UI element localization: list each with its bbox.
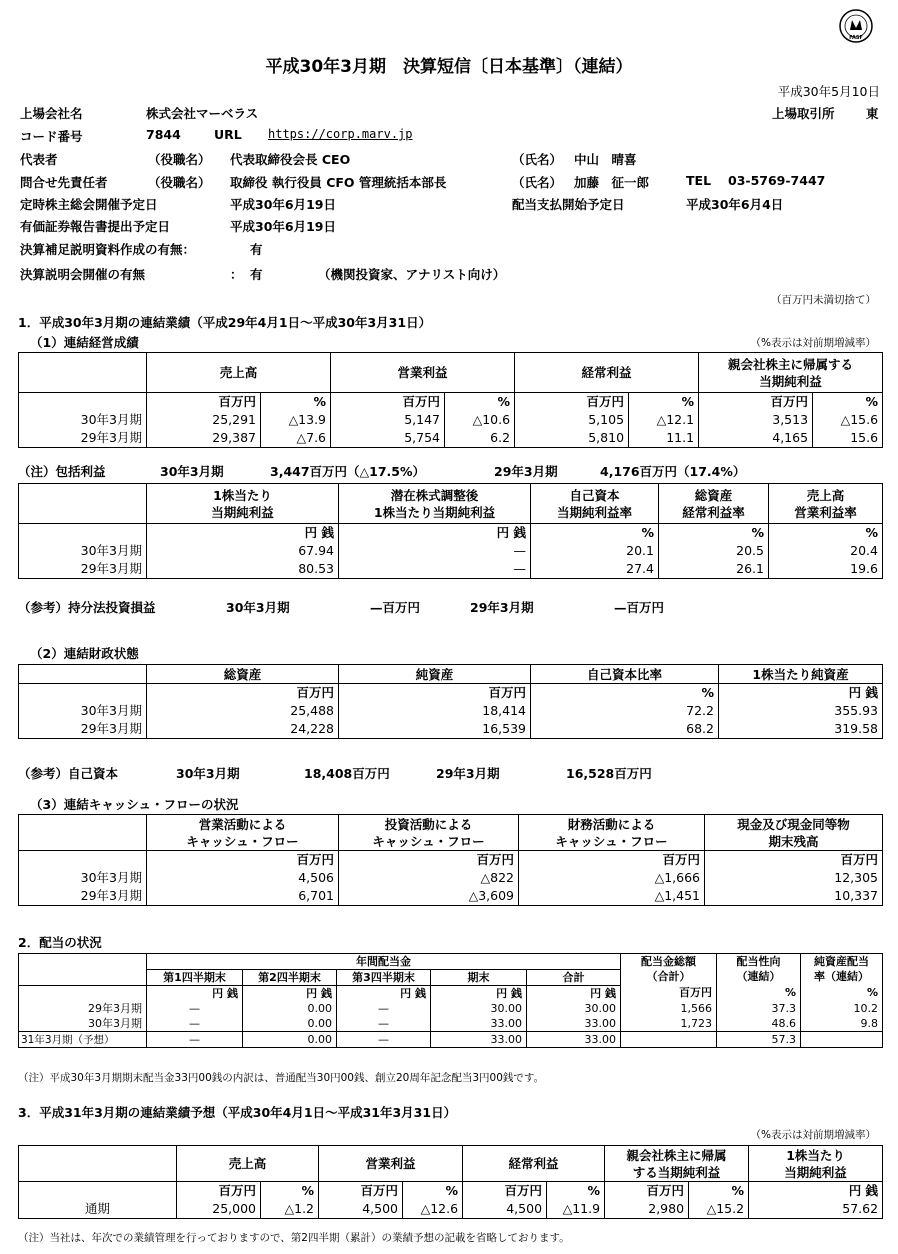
unit-cell: %: [403, 1182, 463, 1201]
value-cell: 80.53: [147, 560, 339, 579]
header-roa-l2: 経常利益率: [682, 504, 745, 520]
header-operating-cf-l1: 営業活動による: [198, 816, 287, 832]
exchange-label: 上場取引所: [772, 106, 835, 121]
value-cell: 25,488: [147, 702, 339, 720]
header-eps: [749, 1146, 883, 1182]
header-doe-l1: 純資産配当: [814, 955, 870, 968]
value-cell: 37.3: [717, 1001, 801, 1016]
header-doe-l2: 率（連結）: [814, 970, 870, 983]
contact-title-label: （役職名）: [148, 175, 211, 190]
value-cell: 20.1: [531, 542, 659, 560]
row-label: 30年3月期: [19, 869, 147, 887]
value-cell: 48.6: [717, 1016, 801, 1032]
cash-flow-table: [18, 814, 883, 906]
value-cell: 67.94: [147, 542, 339, 560]
fasf-logo-icon: [838, 8, 874, 44]
rep-name-label: （氏名）: [512, 152, 563, 167]
header-investing-cf-l2: キャッシュ・フロー: [372, 833, 485, 849]
header-doe: [801, 954, 883, 986]
ref-note-p2: 29年3月期: [470, 600, 534, 615]
header-op-margin: [769, 484, 883, 524]
value-cell: 57.3: [717, 1032, 801, 1048]
section1-sub2: （2）連結財政状態: [30, 646, 139, 661]
unit-cell: 百万円: [463, 1182, 547, 1201]
company-name: 株式会社マーベラス: [146, 106, 259, 121]
header-net-assets: 純資産: [339, 665, 531, 684]
comp-note-p1: 30年3月期: [160, 464, 224, 479]
value-cell: △822: [339, 869, 519, 887]
value-cell: 5,105: [515, 411, 629, 429]
header-net-income-l1: 親会社株主に帰属する: [728, 356, 854, 372]
unit-cell: 円 銭: [749, 1182, 883, 1201]
dividend-note: （注）平成30年3月期期末配当金33円00銭の内訳は、普通配当30円00銭、創立20周年記念配当3円00銭です。: [18, 1072, 545, 1084]
value-cell: 15.6: [813, 429, 883, 448]
value-cell: 33.00: [527, 1016, 621, 1032]
row-label: 29年3月期: [19, 887, 147, 906]
unit-cell: %: [531, 524, 659, 543]
header-net-income-l2: する当期純利益: [632, 1164, 721, 1180]
value-cell: 12,305: [705, 869, 883, 887]
equity-note-label: （参考）自己資本: [18, 766, 119, 781]
value-cell: 4,165: [699, 429, 813, 448]
value-cell: 4,500: [463, 1200, 547, 1219]
exchange-value: 東: [866, 106, 879, 121]
table-row: [19, 1016, 883, 1032]
value-cell: 30.00: [431, 1001, 527, 1016]
per-share-table: [18, 483, 883, 579]
ref-note-p1: 30年3月期: [226, 600, 290, 615]
header-op-margin-l2: 営業利益率: [794, 504, 857, 520]
header-blank: [19, 665, 147, 684]
unit-cell: 百万円: [699, 393, 813, 412]
value-cell: 24,228: [147, 720, 339, 739]
report-date: 平成30年6月19日: [230, 219, 336, 234]
value-cell: [621, 1032, 717, 1048]
contact-name-label: （氏名）: [512, 175, 563, 190]
release-date: 平成30年5月10日: [777, 84, 880, 99]
section3-pct-note: （%表示は対前期増減率）: [750, 1129, 876, 1141]
operating-results-table: [18, 352, 883, 448]
row-label: 30年3月期: [19, 702, 147, 720]
unit-cell: 百万円: [705, 851, 883, 870]
header-annual-dividend: 年間配当金: [147, 954, 621, 970]
forecast-table: [18, 1145, 883, 1219]
row-label: 29年3月期: [19, 560, 147, 579]
code-value: 7844: [146, 127, 181, 142]
unit-cell: %: [261, 1182, 319, 1201]
unit-cell: 百万円: [147, 851, 339, 870]
unit-cell: %: [629, 393, 699, 412]
header-cash-end-l2: 期末残高: [768, 833, 819, 849]
contact-label: 問合せ先責任者: [20, 175, 108, 190]
header-payout: [717, 954, 801, 986]
value-cell: 11.1: [629, 429, 699, 448]
company-label: 上場会社名: [20, 106, 83, 121]
value-cell: 5,147: [331, 411, 445, 429]
tel-value: 03-5769-7447: [728, 173, 826, 188]
value-cell: 4,506: [147, 869, 339, 887]
row-label: 31年3月期（予想）: [19, 1032, 147, 1048]
unit-cell: %: [261, 393, 331, 412]
logo-text: FASF: [849, 35, 863, 41]
header-net-income: [605, 1146, 749, 1182]
unit-cell: 百万円: [519, 851, 705, 870]
unit-blank: [19, 1182, 177, 1201]
unit-cell: 百万円: [177, 1182, 261, 1201]
header-diluted-eps: [339, 484, 531, 524]
value-cell: 10.2: [801, 1001, 883, 1016]
table-row: [19, 1200, 883, 1219]
header-financing-cf: [519, 815, 705, 851]
value-cell: 0.00: [243, 1001, 337, 1016]
row-label: 29年3月期: [19, 429, 147, 448]
row-label: 通期: [19, 1200, 177, 1219]
header-roe-l1: 自己資本: [569, 487, 620, 503]
table-row: [19, 411, 883, 429]
value-cell: 29,387: [147, 429, 261, 448]
value-cell: 5,754: [331, 429, 445, 448]
supp-value: 有: [250, 242, 263, 257]
table-row: [19, 429, 883, 448]
value-cell: △3,609: [339, 887, 519, 906]
header-eps-l1: 1株当たり: [213, 487, 272, 503]
value-cell: 25,000: [177, 1200, 261, 1219]
value-cell: 20.5: [659, 542, 769, 560]
header-q1: 第1四半期末: [147, 970, 243, 986]
rep-name: 中山 晴喜: [574, 152, 637, 167]
unit-cell: 円 銭: [431, 986, 527, 1002]
financial-position-table: [18, 664, 883, 739]
unit-cell: %: [769, 524, 883, 543]
equity-note-v2: 16,528百万円: [566, 766, 652, 781]
ref-note-label: （参考）持分法投資損益: [18, 600, 156, 615]
value-cell: 27.4: [531, 560, 659, 579]
ref-note-v2: —百万円: [614, 600, 665, 615]
comp-note-p2: 29年3月期: [494, 464, 558, 479]
value-cell: 1,723: [621, 1016, 717, 1032]
unit-cell: %: [531, 684, 719, 703]
row-label: 29年3月期: [19, 1001, 147, 1016]
value-cell: 16,539: [339, 720, 531, 739]
unit-cell: 百万円: [339, 684, 531, 703]
unit-cell: 円 銭: [527, 986, 621, 1002]
row-label: 30年3月期: [19, 542, 147, 560]
unit-cell: 円 銭: [147, 986, 243, 1002]
value-cell: —: [147, 1016, 243, 1032]
value-cell: 1,566: [621, 1001, 717, 1016]
section1-sub1: （1）連結経営成績: [30, 335, 139, 350]
header-roe-l2: 当期純利益率: [556, 504, 632, 520]
rep-title-label: （役職名）: [148, 152, 211, 167]
value-cell: △11.9: [547, 1200, 605, 1219]
unit-cell: 円 銭: [337, 986, 431, 1002]
unit-cell: 百万円: [339, 851, 519, 870]
value-cell: 0.00: [243, 1032, 337, 1048]
row-label: 30年3月期: [19, 411, 147, 429]
unit-cell: %: [547, 1182, 605, 1201]
header-roa: [659, 484, 769, 524]
header-operating-cf: [147, 815, 339, 851]
briefing-label: 決算説明会開催の有無: [20, 267, 146, 282]
value-cell: 26.1: [659, 560, 769, 579]
header-operating-cf-l2: キャッシュ・フロー: [186, 833, 299, 849]
table-row: [19, 869, 883, 887]
header-total-dividend: [621, 954, 717, 986]
value-cell: 19.6: [769, 560, 883, 579]
unit-cell: 百万円: [605, 1182, 689, 1201]
comp-note-label: （注）包括利益: [18, 464, 106, 479]
header-total-assets: 総資産: [147, 665, 339, 684]
briefing-value: 有: [250, 267, 263, 282]
value-cell: △12.6: [403, 1200, 463, 1219]
row-label: 29年3月期: [19, 720, 147, 739]
unit-cell: 百万円: [621, 986, 717, 1002]
header-bps: 1株当たり純資産: [719, 665, 883, 684]
value-cell: 57.62: [749, 1200, 883, 1219]
value-cell: 33.00: [431, 1032, 527, 1048]
header-blank: [19, 1146, 177, 1182]
code-label: コード番号: [20, 129, 83, 144]
header-roa-l1: 総資産: [694, 487, 733, 503]
equity-note-p2: 29年3月期: [436, 766, 500, 781]
report-label: 有価証券報告書提出予定日: [20, 219, 171, 234]
header-blank: [19, 954, 147, 986]
header-investing-cf-l1: 投資活動による: [384, 816, 473, 832]
value-cell: 33.00: [527, 1032, 621, 1048]
value-cell: 25,291: [147, 411, 261, 429]
header-year-end: 期末: [431, 970, 527, 986]
value-cell: △12.1: [629, 411, 699, 429]
tel-label: TEL: [686, 173, 712, 188]
table-row: [19, 887, 883, 906]
header-net-income-l2: 当期純利益: [759, 373, 822, 389]
value-cell: △13.9: [261, 411, 331, 429]
unit-cell: %: [717, 986, 801, 1002]
value-cell: 30.00: [527, 1001, 621, 1016]
forecast-note: （注）当社は、年次での業績管理を行っておりますので、第2四半期（累計）の業績予想の記載を省略しております。: [18, 1232, 570, 1244]
header-diluted-eps-l2: 1株当たり当期純利益: [373, 504, 496, 520]
header-q2: 第2四半期末: [243, 970, 337, 986]
header-net-income-l1: 親会社株主に帰属: [626, 1147, 727, 1163]
header-roe: [531, 484, 659, 524]
value-cell: 20.4: [769, 542, 883, 560]
value-cell: 6.2: [445, 429, 515, 448]
header-cash-end-l1: 現金及び現金同等物: [737, 816, 850, 832]
header-op-income: 営業利益: [331, 353, 515, 393]
section1-pct-note: （%表示は対前期増減率）: [750, 337, 876, 349]
header-cash-end: [705, 815, 883, 851]
dividend-table: [18, 953, 883, 1048]
unit-cell: %: [813, 393, 883, 412]
value-cell: △15.6: [813, 411, 883, 429]
header-total-dividend-l1: 配当金総額: [641, 955, 697, 968]
table-row: [19, 702, 883, 720]
value-cell: 4,500: [319, 1200, 403, 1219]
unit-blank: [19, 986, 147, 1002]
agm-label: 定時株主総会開催予定日: [20, 197, 158, 212]
value-cell: 319.58: [719, 720, 883, 739]
row-label: 30年3月期: [19, 1016, 147, 1032]
unit-cell: 百万円: [319, 1182, 403, 1201]
unit-blank: [19, 524, 147, 543]
value-cell: —: [339, 560, 531, 579]
header-eps: [147, 484, 339, 524]
unit-cell: %: [801, 986, 883, 1002]
unit-cell: %: [659, 524, 769, 543]
unit-cell: 百万円: [147, 393, 261, 412]
header-payout-l1: 配当性向: [736, 955, 781, 968]
value-cell: △15.2: [689, 1200, 749, 1219]
header-diluted-eps-l1: 潜在株式調整後: [390, 487, 479, 503]
table-row: [19, 542, 883, 560]
div-start-date: 平成30年6月4日: [686, 197, 784, 212]
header-total: 合計: [527, 970, 621, 986]
value-cell: 72.2: [531, 702, 719, 720]
header-q3: 第3四半期末: [337, 970, 431, 986]
comp-note-v2: 4,176百万円（17.4%）: [600, 464, 746, 479]
section2-heading: 2．配当の状況: [18, 935, 102, 950]
value-cell: 33.00: [431, 1016, 527, 1032]
unit-cell: 円 銭: [147, 524, 339, 543]
section3-heading: 3．平成31年3月期の連結業績予想（平成30年4月1日～平成31年3月31日）: [18, 1105, 457, 1120]
value-cell: 10,337: [705, 887, 883, 906]
header-ord-income: 経常利益: [463, 1146, 605, 1182]
value-cell: △10.6: [445, 411, 515, 429]
value-cell: 5,810: [515, 429, 629, 448]
value-cell: 6,701: [147, 887, 339, 906]
rep-label: 代表者: [20, 152, 58, 167]
value-cell: —: [337, 1016, 431, 1032]
header-op-income: 営業利益: [319, 1146, 463, 1182]
header-investing-cf: [339, 815, 519, 851]
header-ord-income: 経常利益: [515, 353, 699, 393]
header-sales: 売上高: [147, 353, 331, 393]
table-row: [19, 1032, 883, 1048]
equity-note-v1: 18,408百万円: [304, 766, 390, 781]
header-blank: [19, 484, 147, 524]
section1-sub3: （3）連結キャッシュ・フローの状況: [30, 797, 239, 812]
unit-cell: %: [445, 393, 515, 412]
header-eps-l2: 当期純利益: [211, 504, 274, 520]
header-net-income: [699, 353, 883, 393]
contact-title: 取締役 執行役員 CFO 管理統括本部長: [230, 175, 447, 190]
value-cell: 2,980: [605, 1200, 689, 1219]
unit-cell: 円 銭: [339, 524, 531, 543]
header-eps-l2: 当期純利益: [784, 1164, 847, 1180]
value-cell: △1,451: [519, 887, 705, 906]
value-cell: △1,666: [519, 869, 705, 887]
value-cell: 0.00: [243, 1016, 337, 1032]
value-cell: —: [147, 1001, 243, 1016]
table-row: [19, 720, 883, 739]
unit-cell: 百万円: [147, 684, 339, 703]
company-url-link[interactable]: https://corp.marv.jp: [268, 127, 413, 141]
unit-cell: 円 銭: [243, 986, 337, 1002]
div-start-label: 配当支払開始予定日: [512, 197, 625, 212]
value-cell: 68.2: [531, 720, 719, 739]
header-equity-ratio: 自己資本比率: [531, 665, 719, 684]
value-cell: △7.6: [261, 429, 331, 448]
briefing-note: （機関投資家、アナリスト向け）: [318, 267, 506, 282]
contact-name: 加藤 征一郎: [574, 175, 650, 190]
unit-cell: 百万円: [515, 393, 629, 412]
equity-note-p1: 30年3月期: [176, 766, 240, 781]
header-payout-l2: （連結）: [736, 970, 781, 983]
header-blank: [19, 815, 147, 851]
unit-cell: 円 銭: [719, 684, 883, 703]
value-cell: —: [339, 542, 531, 560]
value-cell: △1.2: [261, 1200, 319, 1219]
unit-blank: [19, 684, 147, 703]
unit-blank: [19, 851, 147, 870]
header-financing-cf-l2: キャッシュ・フロー: [555, 833, 668, 849]
header-total-dividend-l2: （合計）: [646, 970, 691, 983]
briefing-colon: ：: [230, 267, 243, 282]
comp-note-v1: 3,447百万円（△17.5%）: [270, 464, 426, 479]
header-financing-cf-l1: 財務活動による: [567, 816, 656, 832]
value-cell: 9.8: [801, 1016, 883, 1032]
header-eps-l1: 1株当たり: [786, 1147, 845, 1163]
supp-label: 決算補足説明資料作成の有無：: [20, 242, 196, 257]
table-row: [19, 1001, 883, 1016]
header-blank: [19, 353, 147, 393]
value-cell: 3,513: [699, 411, 813, 429]
unit-blank: [19, 393, 147, 412]
url-label: URL: [214, 127, 242, 142]
header-op-margin-l1: 売上高: [806, 487, 845, 503]
value-cell: —: [337, 1032, 431, 1048]
unit-cell: 百万円: [331, 393, 445, 412]
ref-note-v1: —百万円: [370, 600, 421, 615]
rep-title: 代表取締役会長 CEO: [230, 152, 351, 167]
header-sales: 売上高: [177, 1146, 319, 1182]
unit-cell: %: [689, 1182, 749, 1201]
rounding-note: （百万円未満切捨て）: [771, 294, 876, 306]
value-cell: —: [147, 1032, 243, 1048]
table-row: [19, 560, 883, 579]
value-cell: —: [337, 1001, 431, 1016]
value-cell: [801, 1032, 883, 1048]
section1-heading: 1．平成30年3月期の連結業績（平成29年4月1日～平成30年3月31日）: [18, 315, 432, 330]
value-cell: 18,414: [339, 702, 531, 720]
document-title: 平成30年3月期 決算短信〔日本基準〕（連結）: [265, 57, 633, 77]
agm-date: 平成30年6月19日: [230, 197, 336, 212]
value-cell: 355.93: [719, 702, 883, 720]
